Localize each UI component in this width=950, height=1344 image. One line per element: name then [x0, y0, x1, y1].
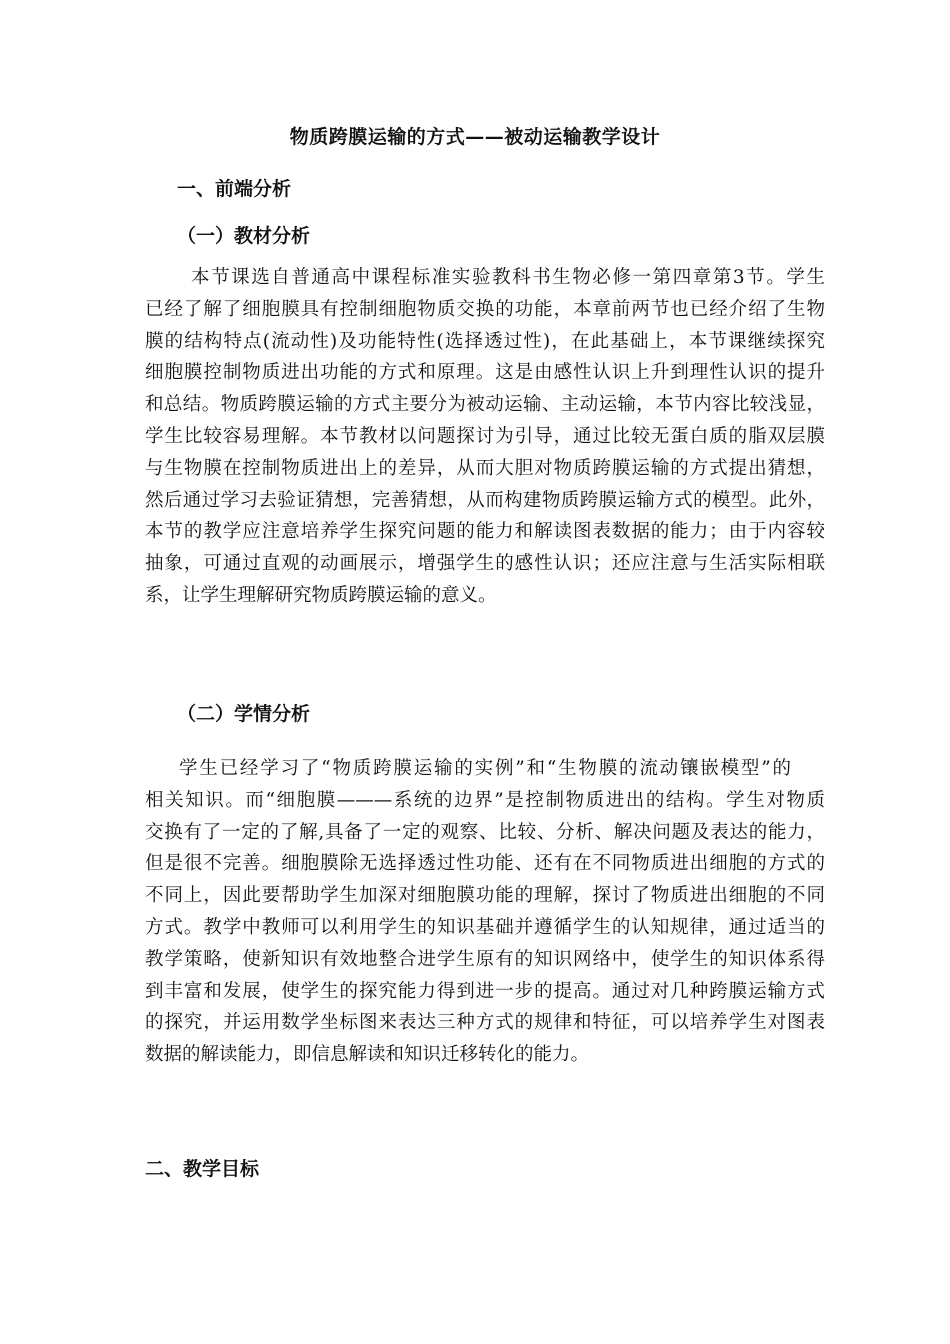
- subsection-heading-student-analysis: （二）学情分析: [177, 703, 311, 725]
- paragraph-student-analysis: [145, 753, 825, 1071]
- paragraph-line: 学生已经学习了“物质跨膜运输的实例”和“生物膜的流动镶嵌模型”的: [179, 758, 791, 779]
- paragraph-line: 系，让学生理解研究物质跨膜运输的意义。: [145, 584, 497, 606]
- paragraph-line: 抽象，可通过直观的动画展示，增强学生的感性认识；还应注意与生活实际相联: [145, 553, 825, 575]
- paragraph-line: 交换有了一定的了解,具备了一定的观察、比较、分析、解决问题及表达的能力，: [145, 821, 825, 843]
- paragraph-line: 数据的解读能力，即信息解读和知识迁移转化的能力。: [145, 1044, 590, 1066]
- paragraph-line: 相关知识。而“细胞膜———系统的边界”是控制物质进出的结构。学生对物质: [145, 789, 825, 811]
- subsection-heading-textbook-analysis: （一）教材分析: [177, 225, 311, 247]
- paragraph-line: 方式。教学中教师可以利用学生的知识基础并遵循学生的认知规律，通过适当的: [145, 916, 825, 938]
- paragraph-line: 已经了解了细胞膜具有控制细胞物质交换的功能，本章前两节也已经介绍了生物: [145, 298, 825, 320]
- paragraph-line: 本节的教学应注意培养学生探究问题的能力和解读图表数据的能力；由于内容较: [145, 521, 825, 543]
- paragraph-line: 不同上，因此要帮助学生加深对细胞膜功能的理解，探讨了物质进出细胞的不同: [145, 885, 825, 907]
- paragraph-textbook-analysis: [145, 262, 825, 612]
- paragraph-line: 和总结。物质跨膜运输的方式主要分为被动运输、主动运输，本节内容比较浅显，: [145, 394, 825, 416]
- paragraph-line: 但是很不完善。细胞膜除无选择透过性功能、还有在不同物质进出细胞的方式的: [145, 853, 825, 875]
- paragraph-line: 到丰富和发展，使学生的探究能力得到进一步的提高。通过对几种跨膜运输方式: [145, 980, 825, 1002]
- paragraph-line: 然后通过学习去验证猜想，完善猜想，从而构建物质跨膜运输方式的模型。此外，: [145, 489, 825, 511]
- paragraph-line: 膜的结构特点(流动性)及功能特性(选择透过性)，在此基础上，本节课继续探究: [145, 330, 825, 352]
- paragraph-line: 本节课选自普通高中课程标准实验教科书生物必修一第四章第3节。学生: [191, 267, 825, 288]
- paragraph-line: 的探究，并运用数学坐标图来表达三种方式的规律和特征，可以培养学生对图表: [145, 1012, 825, 1034]
- paragraph-line: 细胞膜控制物质进出功能的方式和原理。这是由感性认识上升到理性认识的提升: [145, 362, 825, 384]
- paragraph-line: 教学策略，使新知识有效地整合进学生原有的知识网络中，使学生的知识体系得: [145, 948, 825, 970]
- section-heading-teaching-goals: 二、教学目标: [145, 1158, 260, 1180]
- section-heading-front-analysis: 一、前端分析: [177, 178, 292, 200]
- document-title: 物质跨膜运输的方式——被动运输教学设计: [289, 126, 661, 148]
- paragraph-line: 与生物膜在控制物质进出上的差异，从而大胆对物质跨膜运输的方式提出猜想，: [145, 457, 825, 479]
- paragraph-line: 学生比较容易理解。本节教材以问题探讨为引导，通过比较无蛋白质的脂双层膜: [145, 425, 825, 447]
